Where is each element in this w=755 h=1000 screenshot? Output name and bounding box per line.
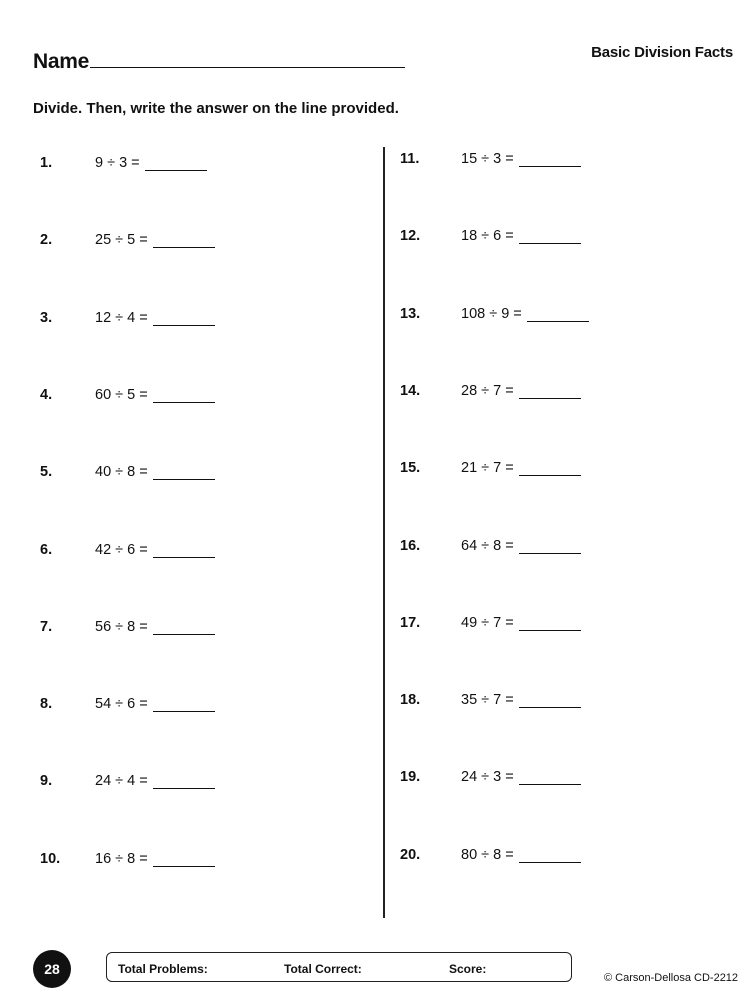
answer-line[interactable] <box>153 622 215 635</box>
problem-row <box>461 538 581 554</box>
problem-number: 6. <box>40 541 53 558</box>
answer-line[interactable] <box>519 386 581 399</box>
problem-row <box>95 464 215 480</box>
problem-row <box>95 310 215 326</box>
answer-line[interactable] <box>519 154 581 167</box>
problem-number: 15. <box>400 460 421 477</box>
problem-expression: 60 ÷ 5 = <box>95 386 148 403</box>
total-problems-label: Total Problems: <box>118 962 208 976</box>
problem-expression: 108 ÷ 9 = <box>461 305 522 322</box>
problem-number: 20. <box>400 846 421 863</box>
problem-row <box>461 228 581 244</box>
problem-number: 10. <box>40 850 61 867</box>
problem-row <box>95 232 215 248</box>
problem-expression: 9 ÷ 3 = <box>95 155 140 171</box>
answer-line[interactable] <box>153 235 215 248</box>
problem-expression: 24 ÷ 3 = <box>461 769 514 786</box>
problem-row <box>461 460 581 476</box>
problem-row <box>95 773 215 789</box>
problem-number: 17. <box>400 614 421 631</box>
problem-number: 9. <box>40 773 53 790</box>
problem-expression: 12 ÷ 4 = <box>95 309 148 326</box>
problem-row <box>461 847 581 863</box>
worksheet-title: Basic Division Facts <box>591 44 733 61</box>
answer-line[interactable] <box>519 695 581 708</box>
problem-expression: 49 ÷ 7 = <box>461 614 514 631</box>
problem-expression: 56 ÷ 8 = <box>95 618 148 635</box>
column-divider <box>383 147 385 918</box>
problem-number: 12. <box>400 228 421 245</box>
problem-row <box>95 851 215 867</box>
problem-expression: 80 ÷ 8 = <box>461 846 514 863</box>
problem-number: 14. <box>400 382 421 399</box>
problem-row <box>461 383 581 399</box>
problem-number: 3. <box>40 309 53 326</box>
problem-row <box>95 542 215 558</box>
page-number-badge: 28 <box>33 950 71 988</box>
problem-expression: 64 ÷ 8 = <box>461 537 514 554</box>
name-answer-line[interactable] <box>90 67 405 68</box>
answer-line[interactable] <box>153 313 215 326</box>
problem-expression: 42 ÷ 6 = <box>95 541 148 558</box>
score-label: Score: <box>449 962 487 976</box>
answer-line[interactable] <box>519 772 581 785</box>
answer-line[interactable] <box>153 776 215 789</box>
total-correct-label: Total Correct: <box>284 962 362 976</box>
answer-line[interactable] <box>519 463 581 476</box>
problem-expression: 54 ÷ 6 = <box>95 696 148 713</box>
problem-number: 7. <box>40 618 53 635</box>
answer-line[interactable] <box>145 158 207 171</box>
problem-expression: 35 ÷ 7 = <box>461 692 514 709</box>
problem-number: 19. <box>400 769 421 786</box>
problem-row <box>95 696 215 712</box>
problem-row <box>461 151 581 167</box>
answer-line[interactable] <box>153 854 215 867</box>
problem-number: 11. <box>400 151 420 167</box>
name-label: Name <box>33 50 89 73</box>
problem-expression: 16 ÷ 8 = <box>95 850 148 867</box>
problem-number: 1. <box>40 155 53 171</box>
answer-line[interactable] <box>153 390 215 403</box>
answer-line[interactable] <box>519 541 581 554</box>
problem-row <box>95 619 215 635</box>
problem-expression: 28 ÷ 7 = <box>461 382 514 399</box>
problem-number: 8. <box>40 696 53 713</box>
problem-expression: 25 ÷ 5 = <box>95 232 148 249</box>
answer-line[interactable] <box>519 618 581 631</box>
answer-line[interactable] <box>519 850 581 863</box>
problem-number: 2. <box>40 232 53 249</box>
problem-number: 5. <box>40 464 53 481</box>
problem-expression: 24 ÷ 4 = <box>95 773 148 790</box>
problem-number: 13. <box>400 305 421 322</box>
problem-expression: 40 ÷ 8 = <box>95 464 148 481</box>
problem-expression: 15 ÷ 3 = <box>461 151 514 167</box>
problem-expression: 21 ÷ 7 = <box>461 460 514 477</box>
problem-row <box>461 769 581 785</box>
problem-row <box>461 692 581 708</box>
answer-line[interactable] <box>153 699 215 712</box>
problem-expression: 18 ÷ 6 = <box>461 228 514 245</box>
problem-number: 16. <box>400 537 421 554</box>
answer-line[interactable] <box>527 309 589 322</box>
copyright: © Carson-Dellosa CD-2212 <box>604 972 739 984</box>
problem-row <box>461 615 581 631</box>
answer-line[interactable] <box>519 231 581 244</box>
instructions: Divide. Then, write the answer on the line provided. <box>33 100 399 117</box>
answer-line[interactable] <box>153 467 215 480</box>
problem-row <box>95 387 215 403</box>
problem-row <box>461 306 589 322</box>
problem-row <box>95 155 207 171</box>
problem-number: 18. <box>400 692 421 709</box>
problem-number: 4. <box>40 386 53 403</box>
answer-line[interactable] <box>153 545 215 558</box>
